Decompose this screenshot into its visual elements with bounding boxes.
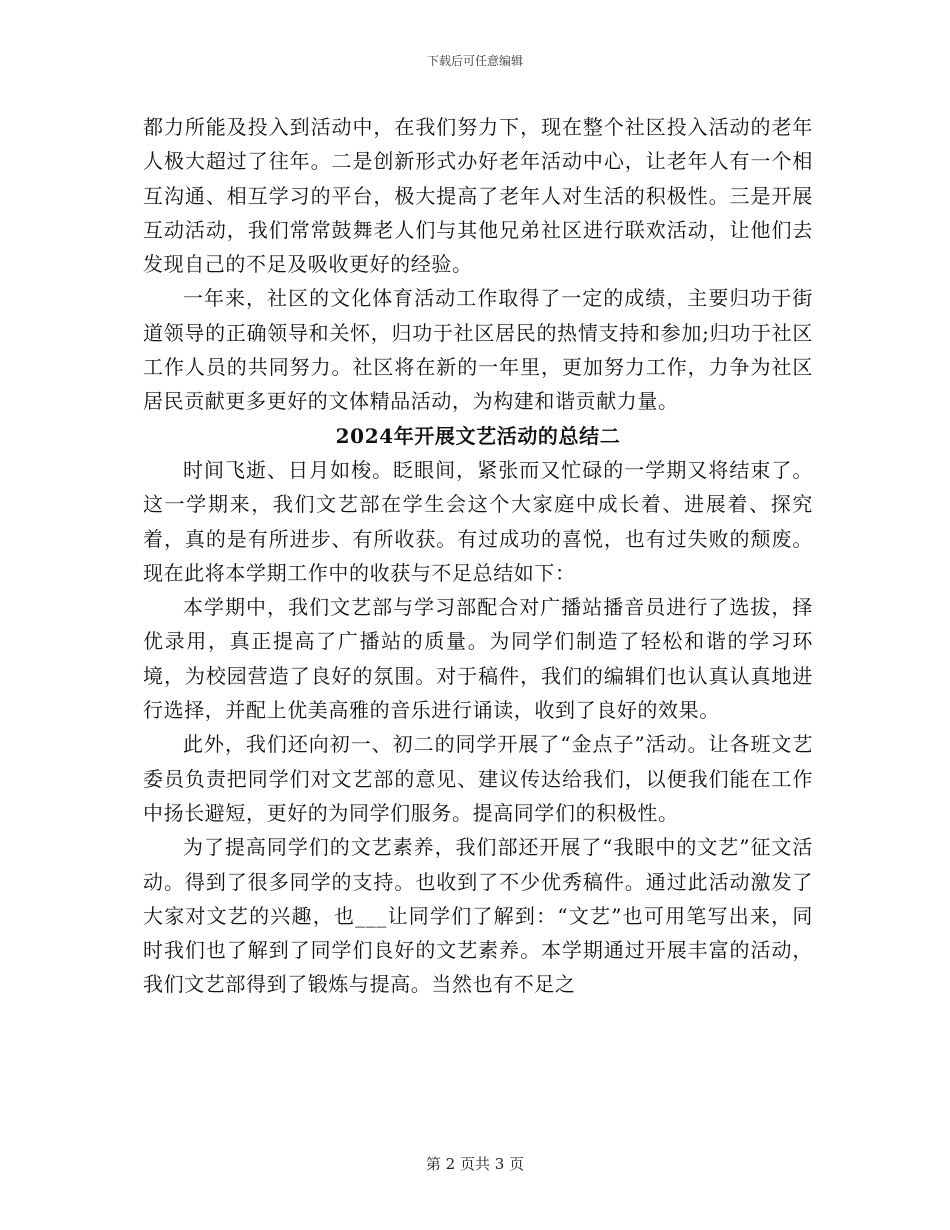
section-title: 2024年开展文艺活动的总结二 [335,423,621,448]
paragraph-continued: 都力所能及投入到活动中，在我们努力下，现在整个社区投入活动的老年人极大超过了往年。二是创新形式办好老年活动中心，让老年人有一个相互沟通、相互学习的平台，极大提高了老年人对生活的积极性。三是开展互动活动，我们常常鼓舞老人们与其他兄弟社区进行联欢活动，让他们去发现自己的不足及吸收更好的经验。 [143,115,813,277]
document-body [143,110,813,1002]
paragraph-intro: 时间飞逝、日月如梭。眨眼间，紧张而又忙碌的一学期又将结束了。这一学期来，我们文艺部在学生会这个大家庭中成长着、进展着、探究着，真的是有所进步、有所收获。有过成功的喜悦，也有过失败的颓废。现在此将本学期工作中的收获与不足总结如下： [143,457,813,585]
page-header: 下载后可任意编辑 [426,54,523,68]
paragraph-golden-ideas: 此外，我们还向初一、初二的同学开展了“金点子”活动。让各班文艺委员负责把同学们对文艺部的意见、建议传达给我们，以便我们能在工作中扬长避短，更好的为同学们服务。提高同学们的积极性。 [143,732,813,825]
page-footer: 第 2 页共 3 页 [425,1155,525,1173]
paragraph-summary: 一年来，社区的文化体育活动工作取得了一定的成绩，主要归功于街道领导的正确领导和关怀，归功于社区居民的热情支持和参加;归功于社区工作人员的共同努力。社区将在新的一年里，更加努力工作，力争为社区居民贡献更多更好的文体精品活动，为构建和谐贡献力量。 [143,286,813,414]
paragraph-essay-activity: 为了提高同学们的文艺素养，我们部还开展了“我眼中的文艺”征文活动。得到了很多同学的支持。也收到了不少优秀稿件。通过此活动激发了大家对文艺的兴趣，也___让同学们了解到：“文艺”也可用笔写出来，同时我们也了解到了同学们良好的文艺素养。本学期通过开展丰富的活动，我们文艺部得到了锻炼与提高。当然也有不足之 [143,835,813,997]
paragraph-broadcast: 本学期中，我们文艺部与学习部配合对广播站播音员进行了选拔，择优录用，真正提高了广播站的质量。为同学们制造了轻松和谐的学习环境，为校园营造了良好的氛围。对于稿件，我们的编辑们也认真认真地进行选择，并配上优美高雅的音乐进行诵读，收到了良好的效果。 [143,595,813,723]
